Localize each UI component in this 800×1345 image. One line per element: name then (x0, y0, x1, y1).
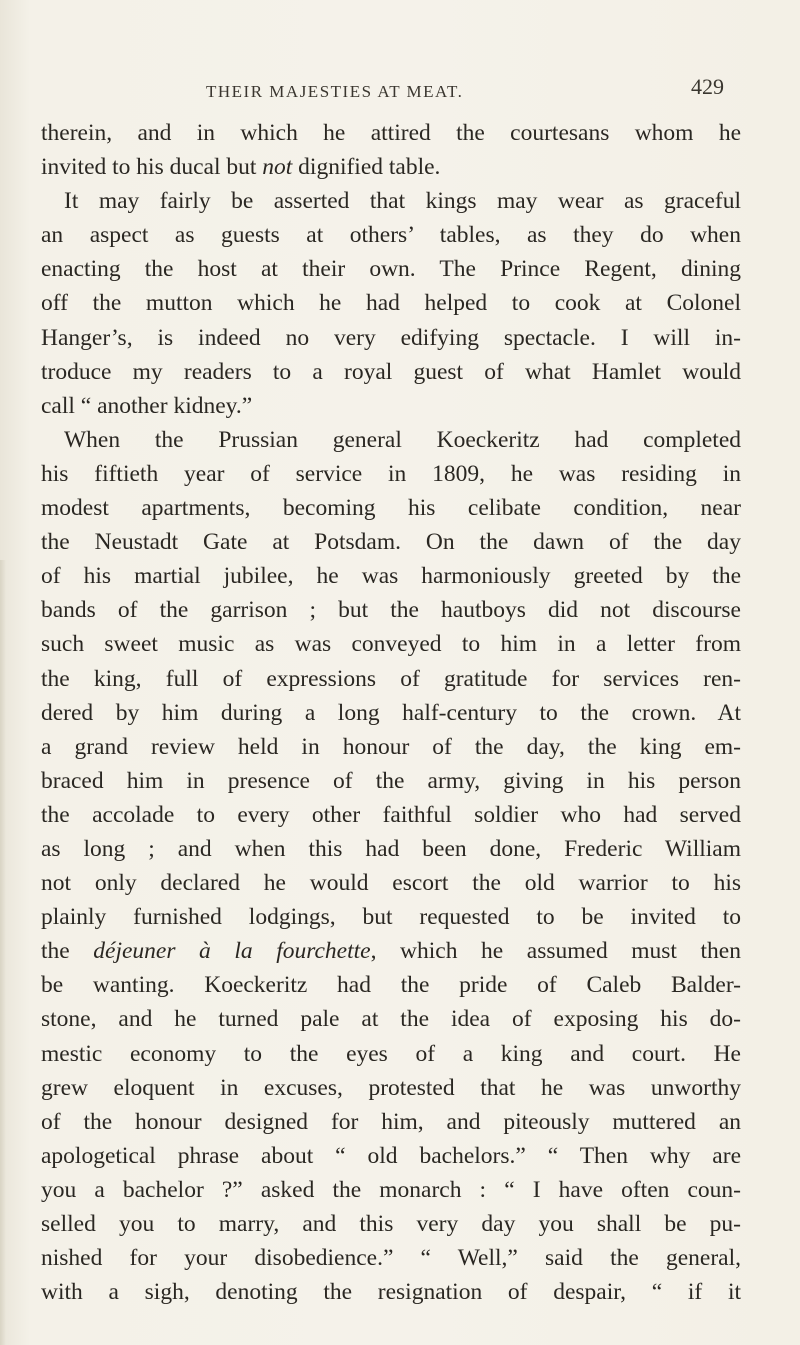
text-line: modest apartments, becoming his celibate condition, near (41, 495, 741, 522)
body-text (41, 116, 741, 1309)
text-line: such sweet music as was conveyed to him in a letter from (41, 631, 741, 658)
text-line: therein, and in which he attired the courtesans whom he (41, 120, 741, 146)
text-line: nished for your disobedience.” “ Well,” said the general, (41, 1245, 741, 1272)
text-line: his fiftieth year of service in 1809, he was residing in (41, 460, 741, 487)
text-line: troduce my readers to a royal guest of what Hamlet would (41, 358, 741, 385)
text-line: It may fairly be asserted that kings may wear as graceful (64, 188, 741, 215)
running-head: THEIR MAJESTIES AT MEAT. (206, 82, 464, 101)
text-line: enacting the host at their own. The Prince Regent, dining (41, 256, 741, 283)
text-line: plainly furnished lodgings, but requested to be invited to (41, 904, 741, 931)
text-line: with a sigh, denoting the resignation of despair, “ if it (41, 1279, 741, 1306)
text-line: mestic economy to the eyes of a king and court. He (41, 1040, 741, 1067)
text-line: off the mutton which he had helped to cook at Colonel (41, 290, 741, 317)
text-line: stone, and he turned pale at the idea of exposing his do- (41, 1006, 741, 1033)
text-line: bands of the garrison ; but the hautboys did not discourse (41, 597, 741, 624)
text-line: grew eloquent in excuses, protested that he was unworthy (41, 1074, 741, 1101)
page-number: 429 (691, 74, 724, 99)
text-line: dered by him during a long half-century to the crown. At (41, 699, 741, 726)
text-line: of the honour designed for him, and piteously muttered an (41, 1108, 741, 1135)
text-line: as long ; and when this had been done, Frederic William (41, 835, 741, 862)
text-line: a grand review held in honour of the day, the king em- (41, 733, 741, 760)
text-line: you a bachelor ?” asked the monarch : “ I have often coun- (41, 1176, 741, 1203)
text-line: the king, full of expressions of gratitude for services ren- (41, 665, 741, 692)
text-line: apologetical phrase about “ old bachelors.” “ Then why are (41, 1142, 741, 1169)
text-line: Hanger’s, is indeed no very edifying spectacle. I will in- (41, 324, 741, 351)
text-line: the accolade to every other faithful soldier who had served (41, 801, 741, 828)
text-line: the déjeuner à la fourchette, which he assumed must then (41, 938, 741, 965)
text-line: of his martial jubilee, he was harmoniously greeted by the (41, 563, 741, 590)
text-line: the Neustadt Gate at Potsdam. On the dawn of the day (41, 529, 741, 556)
text-line: selled you to marry, and this very day you shall be pu- (41, 1211, 741, 1237)
text-line: call “ another kidney.” (41, 392, 253, 419)
text-line: an aspect as guests at others’ tables, as they do when (41, 222, 741, 249)
text-line: be wanting. Koeckeritz had the pride of Caleb Balder- (41, 972, 741, 999)
text-line: invited to his ducal but not dignified table. (41, 154, 441, 181)
text-line: When the Prussian general Koeckeritz had completed (64, 426, 741, 453)
spine-shadow (0, 560, 6, 1345)
text-line: braced him in presence of the army, giving in his person (41, 767, 741, 794)
text-line: not only declared he would escort the old warrior to his (41, 870, 741, 897)
